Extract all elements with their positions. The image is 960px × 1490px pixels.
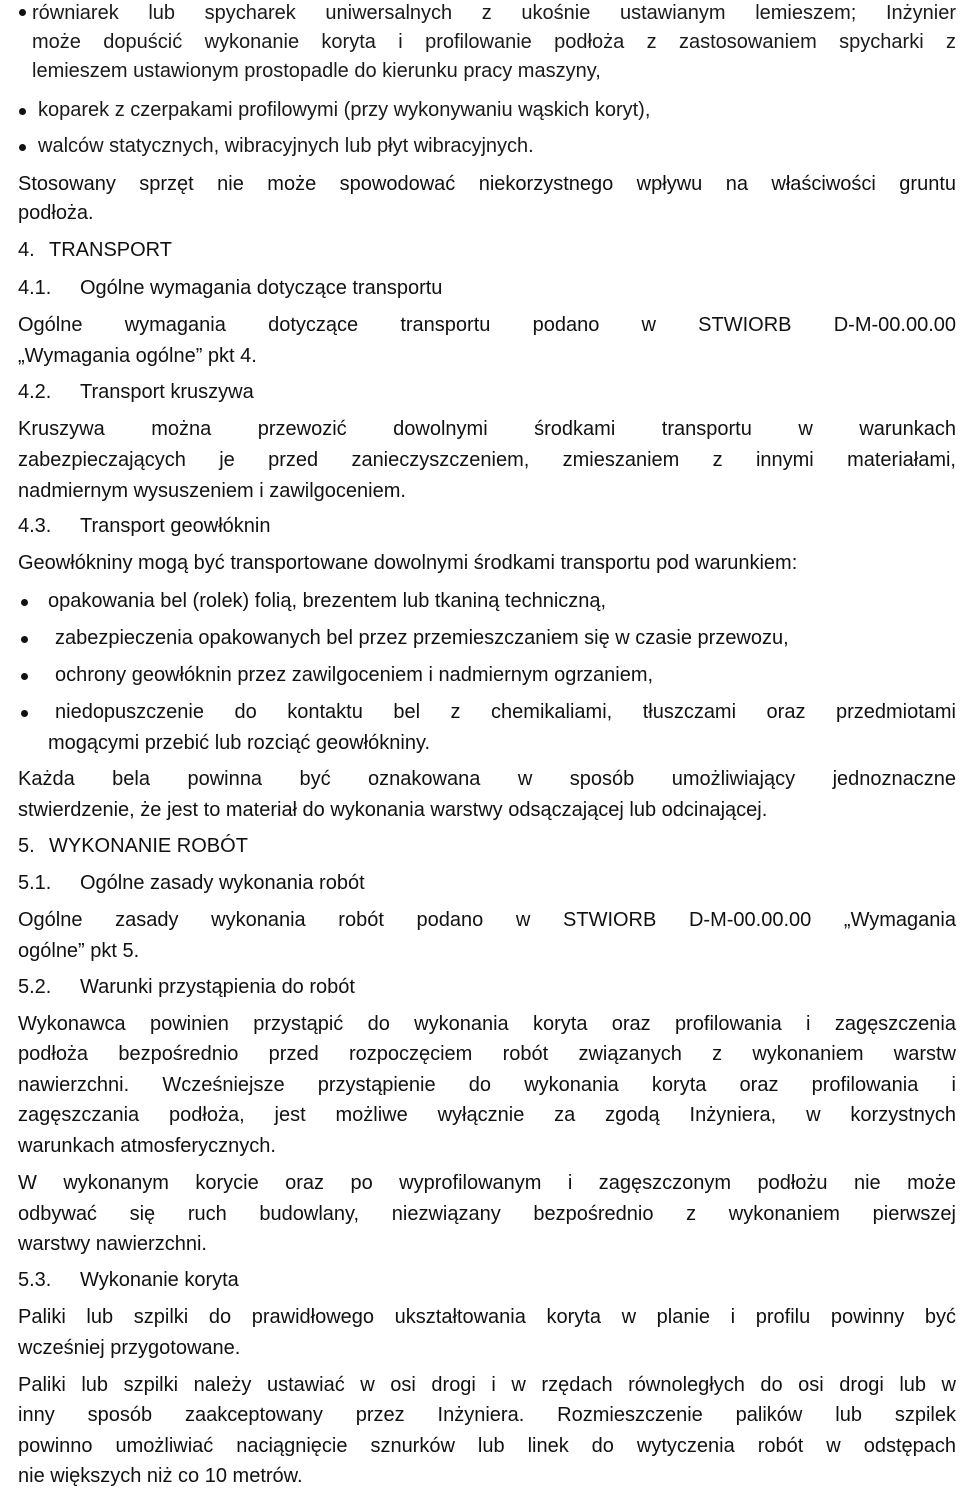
text-line: Stosowany sprzęt nie może spowodować niekorzystnego wpływu na właściwości gruntu: [18, 173, 956, 195]
text-line: odbywać się ruch budowlany, niezwiązany bezpośrednio z wykonaniem pierwszej: [18, 1203, 956, 1225]
geotextile-bullet-4: [55, 702, 956, 722]
section-title: Ogólne zasady wykonania robót: [80, 872, 365, 894]
text-line: równiarek lub spycharek uniwersalnych z ukośnie ustawianym lemieszem; Inżynier: [32, 2, 956, 24]
text-line: Paliki lub szpilki należy ustawiać w osi drogi i w rzędach równoległych do osi drogi lub w: [18, 1374, 956, 1396]
bullet-dot: [19, 108, 26, 115]
section-4-2-body: [18, 419, 956, 501]
section-5-1-heading: [18, 873, 365, 893]
section-number: 5.3.: [18, 1269, 52, 1291]
section-5-3-heading: [18, 1270, 239, 1290]
equipment-note: [18, 174, 956, 223]
text-line: lemieszem ustawionym prostopadle do kierunku pracy maszyny,: [32, 60, 601, 82]
text-line: Paliki lub szpilki do prawidłowego ukształtowania koryta w planie i profilu powinny być: [18, 1306, 956, 1328]
text-line: podłoża bezpośrednio przed rozpoczęciem robót związanych z wykonaniem warstw: [18, 1043, 956, 1065]
section-number: 5.2.: [18, 976, 52, 998]
text-line: Ogólne zasady wykonania robót podano w STWIORB D-M-00.00.00 „Wymagania: [18, 909, 956, 931]
text-line: powinno umożliwiać naciągnięcie sznurków lub linek do wytyczenia robót w odstępach: [18, 1435, 956, 1457]
text-line: może dopuścić wykonanie koryta i profilowanie podłoża z zastosowaniem spycharki z: [32, 31, 956, 53]
top-bullet-3: walców statycznych, wibracyjnych lub płyt wibracyjnych.: [38, 135, 534, 157]
section-5-3-paragraph-2: [18, 1375, 956, 1486]
text-line: nadmiernym wysuszeniem i zawilgoceniem.: [18, 480, 406, 502]
top-bullet-1: [32, 3, 956, 81]
section-4-heading: [18, 240, 172, 260]
section-title: Transport kruszywa: [80, 381, 254, 403]
section-4-1-body: [18, 315, 956, 366]
text-line: nawierzchni. Wcześniejsze przystąpienie do wykonania koryta oraz profilowania i: [18, 1074, 956, 1096]
text-line: stwierdzenie, że jest to materiał do wykonania warstwy odsączającej lub odcinającej.: [18, 799, 768, 821]
section-title: Wykonanie koryta: [80, 1269, 239, 1291]
text-line: Wykonawca powinien przystąpić do wykonania koryta oraz profilowania i zagęszczenia: [18, 1013, 956, 1035]
section-number: 4.1.: [18, 277, 52, 299]
geotextile-bullet-2: zabezpieczenia opakowanych bel przez przemieszczaniem się w czasie przewozu,: [55, 627, 789, 649]
bullet-dot: [21, 636, 28, 643]
section-4-3-intro: [18, 553, 956, 573]
text-line: „Wymagania ogólne” pkt 4.: [18, 345, 257, 367]
text-line: inny sposób zaakceptowany przez Inżyniera. Rozmieszczenie palików lub szpilek: [18, 1404, 956, 1426]
section-number: 4.3.: [18, 515, 52, 537]
text-line: zabezpieczających je przed zanieczyszczeniem, zmieszaniem z innymi materiałami,: [18, 449, 956, 471]
section-5-3-paragraph-1: [18, 1307, 956, 1358]
bullet-dot: [21, 599, 28, 606]
text-line: W wykonanym korycie oraz po wyprofilowanym i zagęszczonym podłożu nie może: [18, 1172, 956, 1194]
section-5-heading: [18, 836, 248, 856]
text-line: mogącymi przebić lub rozciąć geowłókniny.: [48, 732, 431, 754]
section-title: Warunki przystąpienia do robót: [80, 976, 355, 998]
section-title: WYKONANIE ROBÓT: [49, 835, 248, 857]
text-line: warunkach atmosferycznych.: [18, 1135, 276, 1157]
text-line: warstwy nawierzchni.: [18, 1233, 207, 1255]
section-title: Transport geowłóknin: [80, 515, 271, 537]
text-line: Kruszywa można przewozić dowolnymi środkami transportu w warunkach: [18, 418, 956, 440]
bullet-dot: [19, 9, 26, 16]
text-line: ogólne” pkt 5.: [18, 940, 140, 962]
section-number: 5.: [18, 835, 35, 857]
top-bullet-2: koparek z czerpakami profilowymi (przy wykonywaniu wąskich koryt),: [38, 99, 651, 121]
text-line: zagęszczania podłoża, jest możliwe wyłącznie za zgodą Inżyniera, w korzystnych: [18, 1104, 956, 1126]
text-line: Geowłókniny mogą być transportowane dowolnymi środkami transportu pod warunkiem:: [18, 552, 798, 574]
section-4-3-heading: [18, 516, 270, 536]
text-line: niedopuszczenie do kontaktu bel z chemikaliami, tłuszczami oraz przedmiotami: [55, 701, 956, 723]
section-number: 4.: [18, 239, 35, 261]
text-line: Ogólne wymagania dotyczące transportu podano w STWIORB D-M-00.00.00: [18, 314, 956, 336]
section-number: 5.1.: [18, 872, 52, 894]
text-line: wcześniej przygotowane.: [18, 1337, 241, 1359]
section-5-2-paragraph-2: [18, 1173, 956, 1254]
section-title: TRANSPORT: [49, 239, 172, 261]
text-line: Każda bela powinna być oznakowana w sposób umożliwiający jednoznaczne: [18, 768, 956, 790]
section-4-2-heading: [18, 382, 254, 402]
text-line: podłoża.: [18, 202, 94, 224]
text-line: nie większych niż co 10 metrów.: [18, 1465, 303, 1487]
section-4-3-closing: [18, 769, 956, 820]
section-5-1-body: [18, 910, 956, 961]
bullet-dot: [21, 710, 28, 717]
bullet-dot: [19, 144, 26, 151]
section-4-1-heading: [18, 278, 442, 298]
section-5-2-heading: [18, 977, 355, 997]
geotextile-bullet-1: opakowania bel (rolek) folią, brezentem lub tkaniną techniczną,: [48, 590, 607, 612]
section-number: 4.2.: [18, 381, 52, 403]
bullet-dot: [21, 673, 28, 680]
section-5-2-paragraph-1: [18, 1014, 956, 1156]
geotextile-bullet-3: ochrony geowłóknin przez zawilgoceniem i nadmiernym ogrzaniem,: [55, 664, 654, 686]
section-title: Ogólne wymagania dotyczące transportu: [80, 277, 443, 299]
